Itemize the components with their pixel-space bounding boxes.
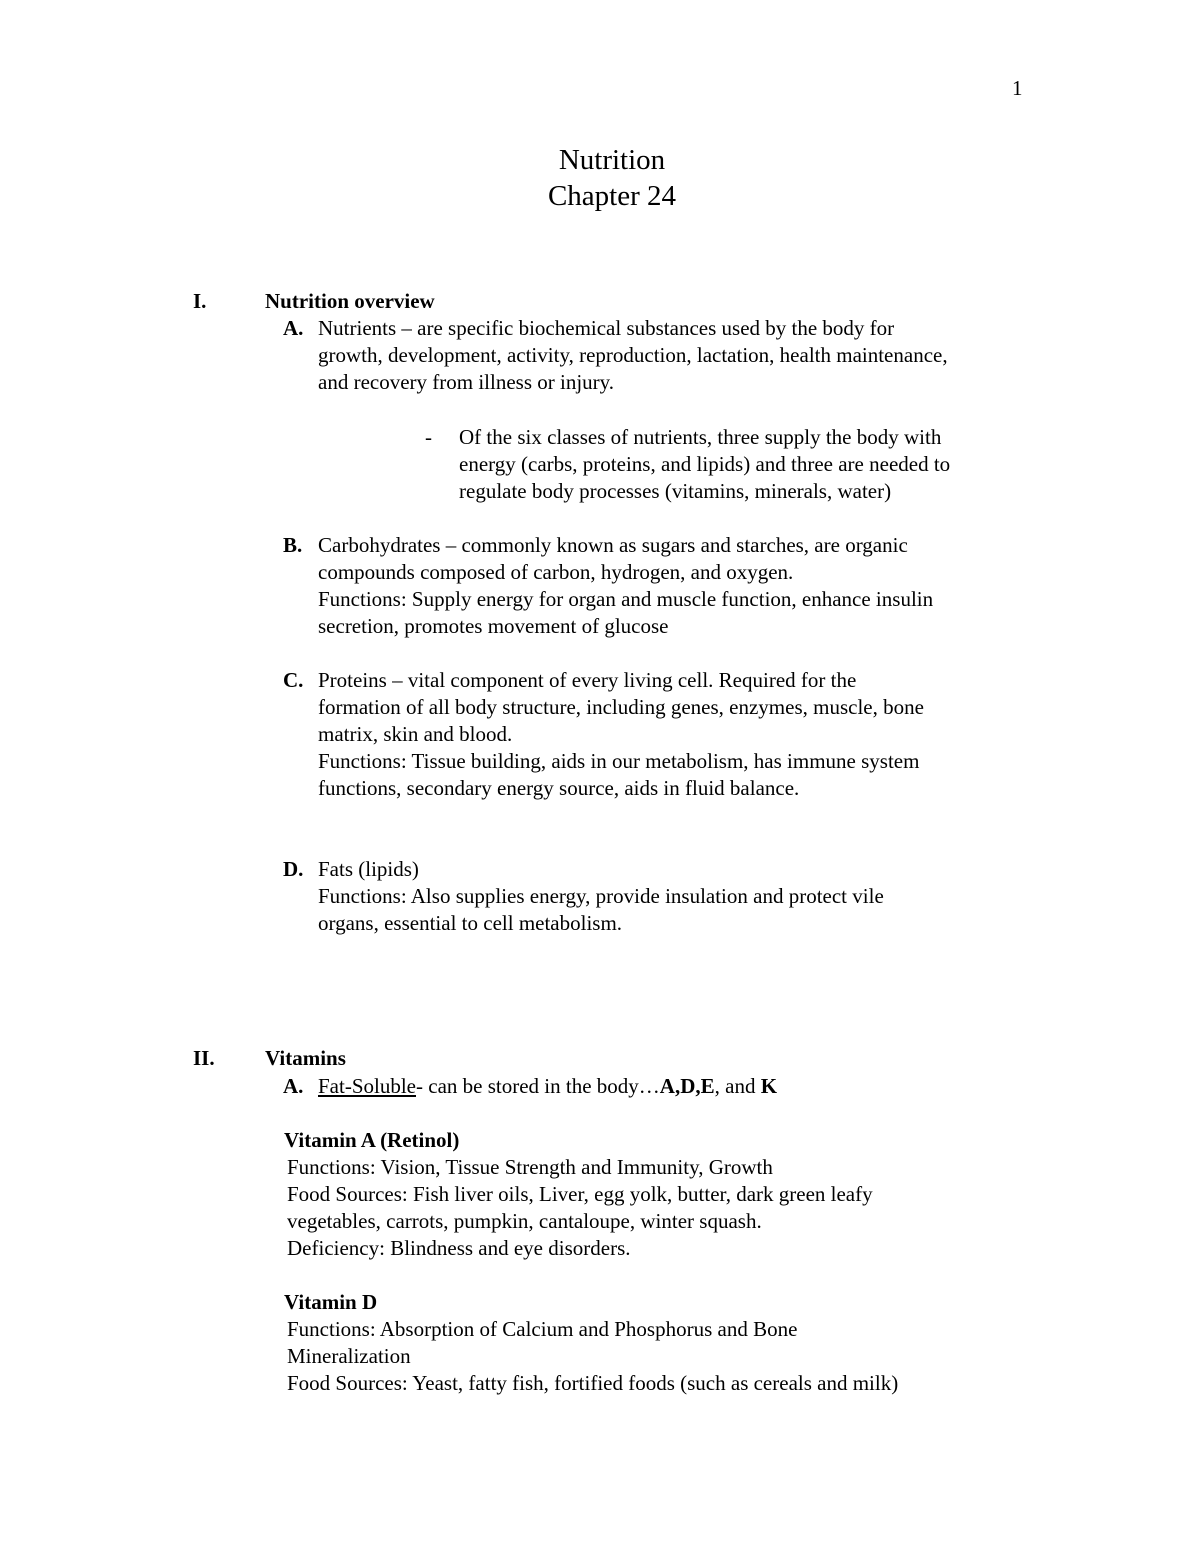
fat-soluble-letters: A,D,E	[659, 1074, 715, 1098]
fat-soluble-last: K	[760, 1074, 778, 1098]
text-line: organs, essential to cell metabolism.	[318, 911, 623, 935]
section-1-numeral: I.	[193, 289, 207, 313]
vitamin-item-a-letter: A.	[283, 1074, 304, 1098]
item-a-letter: A.	[283, 316, 304, 340]
text-line: Functions: Also supplies energy, provide insulation and protect vile	[318, 884, 884, 908]
text-line: functions, secondary energy source, aids in fluid balance.	[318, 776, 800, 800]
text-line: Functions: Vision, Tissue Strength and Immunity, Growth	[287, 1155, 773, 1179]
text-line: growth, development, activity, reproduction, lactation, health maintenance,	[318, 343, 948, 367]
text-line: Food Sources: Fish liver oils, Liver, egg yolk, butter, dark green leafy	[287, 1182, 873, 1206]
text-line: Deficiency: Blindness and eye disorders.	[287, 1236, 631, 1260]
item-b-letter: B.	[283, 533, 303, 557]
vitamin-a-heading: Vitamin A (Retinol)	[284, 1128, 460, 1152]
fat-soluble-text: - can be stored in the body…	[416, 1074, 660, 1098]
item-d-letter: D.	[283, 857, 304, 881]
text-line: regulate body processes (vitamins, minerals, water)	[459, 479, 892, 503]
text-line: Functions: Absorption of Calcium and Phosphorus and Bone	[287, 1317, 798, 1341]
section-1-heading: Nutrition overview	[265, 289, 435, 313]
vitamin-a-text	[287, 1154, 873, 1262]
fat-soluble-term: Fat-Soluble	[318, 1074, 416, 1098]
page-number: 1	[1012, 76, 1023, 100]
item-a-text	[318, 315, 948, 396]
text-line: Fats (lipids)	[318, 857, 419, 881]
vitamin-d-heading: Vitamin D	[284, 1290, 378, 1314]
text-line: and recovery from illness or injury.	[318, 370, 615, 394]
bullet-dash: -	[425, 425, 432, 449]
document-title: Nutrition	[558, 144, 666, 176]
text-line: Mineralization	[287, 1344, 411, 1368]
text-line: Functions: Supply energy for organ and muscle function, enhance insulin	[318, 587, 934, 611]
item-b-text	[318, 532, 933, 640]
document-subtitle: Chapter 24	[547, 180, 677, 212]
fat-soluble-line	[318, 1073, 777, 1100]
text-line: Functions: Tissue building, aids in our metabolism, has immune system	[318, 749, 920, 773]
item-c-text	[318, 667, 924, 802]
text-line: Food Sources: Yeast, fatty fish, fortified foods (such as cereals and milk)	[287, 1371, 899, 1395]
item-d-text	[318, 856, 884, 937]
text-line: Proteins – vital component of every living cell. Required for the	[318, 668, 857, 692]
section-2-numeral: II.	[193, 1046, 215, 1070]
text-line: matrix, skin and blood.	[318, 722, 513, 746]
text-line: vegetables, carrots, pumpkin, cantaloupe, winter squash.	[287, 1209, 762, 1233]
text-line: energy (carbs, proteins, and lipids) and three are needed to	[459, 452, 951, 476]
section-2-heading: Vitamins	[265, 1046, 346, 1070]
vitamin-d-text	[287, 1316, 898, 1397]
text-line: secretion, promotes movement of glucose	[318, 614, 669, 638]
text-line: Of the six classes of nutrients, three supply the body with	[459, 425, 942, 449]
text-line: compounds composed of carbon, hydrogen, and oxygen.	[318, 560, 794, 584]
text-line: Nutrients – are specific biochemical substances used by the body for	[318, 316, 895, 340]
fat-soluble-and: , and	[714, 1074, 761, 1098]
item-c-letter: C.	[283, 668, 304, 692]
text-line: Carbohydrates – commonly known as sugars and starches, are organic	[318, 533, 908, 557]
bullet-text	[459, 424, 950, 505]
text-line: formation of all body structure, including genes, enzymes, muscle, bone	[318, 695, 924, 719]
